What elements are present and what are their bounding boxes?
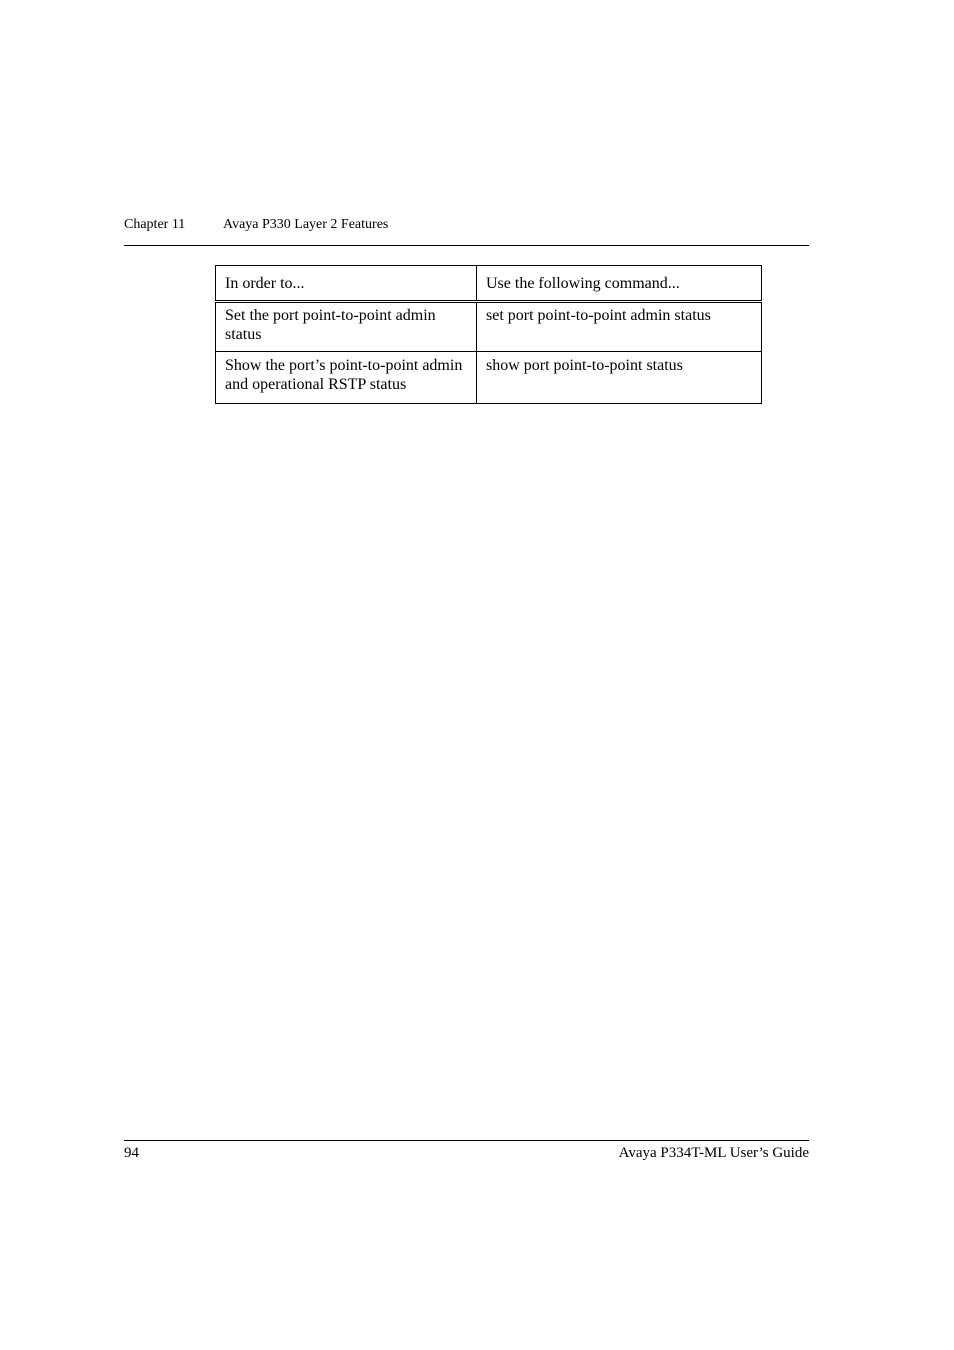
table-cell-command: set port point-to-point admin status bbox=[477, 302, 762, 352]
table-row bbox=[216, 302, 762, 352]
column-header-command: Use the following command... bbox=[477, 266, 762, 302]
column-header-purpose: In order to... bbox=[216, 266, 477, 302]
table-cell-command: show port point-to-point status bbox=[477, 352, 762, 404]
chapter-title: Avaya P330 Layer 2 Features bbox=[223, 217, 389, 232]
running-header bbox=[124, 216, 808, 236]
running-footer bbox=[124, 1144, 809, 1164]
table-cell-purpose: Set the port point-to-point admin status bbox=[216, 302, 477, 352]
guide-title: Avaya P334T-ML User’s Guide bbox=[618, 1145, 809, 1161]
table-cell-purpose: Show the port’s point-to-point admin and operational RSTP status bbox=[216, 352, 477, 404]
command-table bbox=[215, 265, 762, 404]
table-row bbox=[216, 352, 762, 404]
page-number: 94 bbox=[124, 1145, 139, 1161]
table-header-row bbox=[216, 266, 762, 302]
chapter-label: Chapter 11 bbox=[124, 217, 186, 232]
header-rule bbox=[124, 245, 809, 246]
footer-rule bbox=[124, 1140, 809, 1141]
